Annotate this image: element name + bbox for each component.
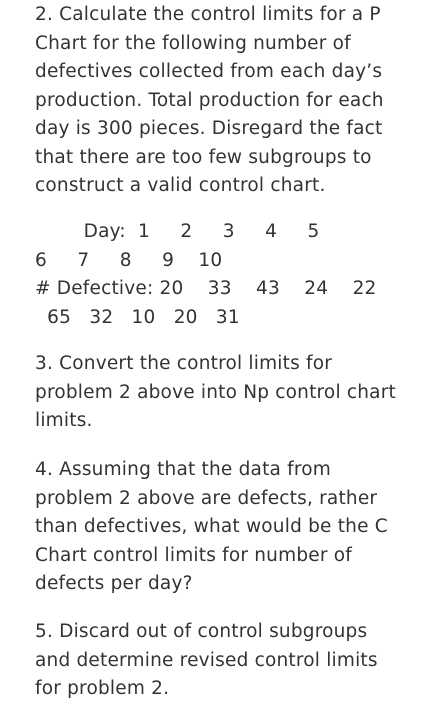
defective-row-continued: 65 32 10 20 31 — [35, 306, 240, 328]
question-5 — [35, 618, 434, 704]
question-2-line: Chart for the following number of — [35, 32, 351, 54]
question-3-line: problem 2 above into Np control chart — [35, 381, 396, 403]
question-4-line: defects per day? — [35, 573, 193, 594]
question-4-line: Chart control limits for number of — [35, 544, 352, 566]
defectives-data — [35, 218, 434, 332]
question-2-line: defectives collected from each day’s — [35, 61, 383, 82]
question-2-line: day is 300 pieces. Disregard the fact — [35, 118, 383, 139]
question-2-line: that there are too few subgroups to — [35, 146, 372, 168]
day-row-continued: 6 7 8 9 10 — [35, 249, 223, 271]
question-3-line: 3. Convert the control limits for — [35, 353, 333, 374]
question-2-line: 2. Calculate the control limits for a P — [35, 4, 381, 25]
question-2-line: construct a valid control chart. — [35, 175, 326, 196]
question-2 — [35, 1, 434, 201]
question-5-line: 5. Discard out of control subgroups — [35, 621, 368, 642]
question-3 — [35, 350, 434, 436]
question-4-line: than defectives, what would be the C — [35, 516, 388, 537]
question-5-line: and determine revised control limits — [35, 649, 378, 671]
question-4 — [35, 456, 434, 599]
day-row: Day: 1 2 3 4 5 — [35, 221, 320, 242]
defective-row: # Defective: 20 33 43 24 22 — [35, 278, 377, 299]
question-4-line: 4. Assuming that the data from — [35, 459, 331, 480]
question-3-line: limits. — [35, 410, 93, 431]
question-5-line: for problem 2. — [35, 678, 170, 699]
question-2-line: production. Total production for each — [35, 89, 384, 111]
question-4-line: problem 2 above are defects, rather — [35, 487, 378, 509]
